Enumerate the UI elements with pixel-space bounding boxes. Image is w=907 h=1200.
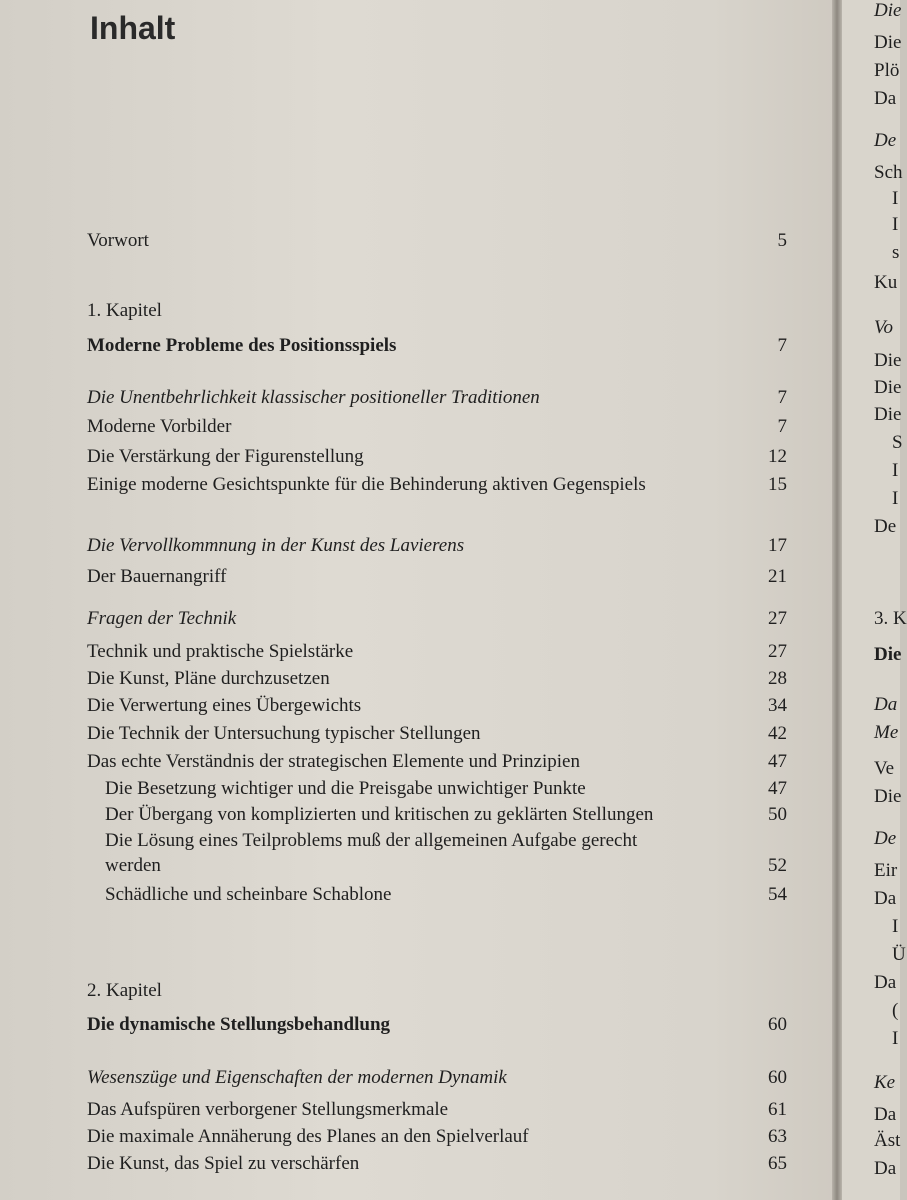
right-page-fragment: Plö	[874, 60, 900, 81]
toc-page: 28	[768, 668, 787, 689]
right-page-fragment: I	[892, 488, 899, 509]
toc-page: 61	[768, 1099, 787, 1120]
right-page-fragment: Sch	[874, 162, 903, 183]
toc-title: Die Unentbehrlichkeit klassischer positioneller Traditionen	[87, 387, 540, 408]
toc-page: 12	[768, 446, 787, 467]
right-page-fragment: s	[892, 242, 900, 263]
toc-title: Die Lösung eines Teilproblems muß der allgemeinen Aufgabe gerecht	[105, 830, 638, 851]
right-page-fragment: Vo	[874, 317, 893, 338]
right-page-fragment: I	[892, 1028, 899, 1049]
toc-title: Der Übergang von komplizierten und kritischen zu geklärten Stellungen	[105, 804, 654, 825]
right-page-fragment: Ve	[874, 758, 895, 779]
toc-page: 17	[768, 535, 787, 556]
right-page-fragment: Die	[874, 350, 902, 371]
toc-title: Das Aufspüren verborgener Stellungsmerkmale	[87, 1099, 449, 1120]
toc-title: Technik und praktische Spielstärke	[87, 641, 354, 662]
toc-page: 7	[777, 387, 787, 408]
toc-page: 34	[768, 695, 787, 716]
toc-page: 15	[768, 474, 787, 495]
right-page-fragment: Eir	[874, 860, 898, 881]
toc-title: Moderne Vorbilder	[87, 416, 232, 437]
right-page-fragment: I	[892, 188, 899, 209]
toc-page: 47	[768, 778, 787, 799]
toc-title: Die Vervollkommnung in der Kunst des Lavierens	[87, 535, 465, 556]
toc-title: Die Verstärkung der Figurenstellung	[87, 446, 364, 467]
right-page-fragment: Da	[874, 888, 897, 909]
right-page-edge	[842, 0, 907, 1200]
toc-title: Die Kunst, das Spiel zu verschärfen	[87, 1153, 360, 1174]
toc-page: 27	[768, 608, 787, 629]
right-page-fragment: Die	[874, 786, 902, 807]
right-page-fragment: Da	[874, 1104, 897, 1125]
toc-title: Vorwort	[87, 230, 149, 251]
right-page-fragment: I	[892, 916, 899, 937]
toc-title: Moderne Probleme des Positionsspiels	[87, 335, 397, 356]
right-page-fragment: Ku	[874, 272, 898, 293]
toc-page: 63	[768, 1126, 787, 1147]
right-page-fragment: Da	[874, 88, 897, 109]
right-page-fragment: Die	[874, 644, 902, 665]
toc-title: Die maximale Annäherung des Planes an den Spielverlauf	[87, 1126, 529, 1147]
toc-page: 65	[768, 1153, 787, 1174]
right-page-fragment: I	[892, 460, 899, 481]
right-page-fragment: Die	[874, 404, 902, 425]
right-page-fragment: De	[874, 516, 897, 537]
toc-title: Die Kunst, Pläne durchzusetzen	[87, 668, 330, 689]
toc-title: Das echte Verständnis der strategischen Elemente und Prinzipien	[87, 751, 580, 772]
toc-title: Die dynamische Stellungsbehandlung	[87, 1014, 391, 1035]
right-page-fragment: De	[874, 828, 897, 849]
toc-title: Die Besetzung wichtiger und die Preisgabe unwichtiger Punkte	[105, 778, 586, 799]
toc-title: 2. Kapitel	[87, 980, 162, 1001]
toc-page: 5	[777, 230, 787, 251]
right-page-fragment: Äst	[874, 1130, 901, 1151]
right-page-fragment: Me	[874, 722, 899, 743]
right-page-fragment: Da	[874, 972, 897, 993]
toc-page: 42	[768, 723, 787, 744]
toc-page: 50	[768, 804, 787, 825]
toc-title: 1. Kapitel	[87, 300, 162, 321]
toc-title: werden	[105, 855, 161, 876]
right-page-fragment: Die	[874, 0, 902, 21]
toc-title: Fragen der Technik	[87, 608, 237, 629]
page-heading: Inhalt	[90, 10, 176, 46]
right-page-fragment: Ü	[892, 944, 906, 965]
toc-title: Die Technik der Untersuchung typischer Stellungen	[87, 723, 481, 744]
right-page-fragment: Da	[874, 1158, 897, 1179]
right-page-fragment: Die	[874, 32, 902, 53]
toc-page: 60	[768, 1067, 787, 1088]
right-page-fragment: Die	[874, 377, 902, 398]
right-page-fragment: (	[892, 1000, 899, 1021]
right-page-fragment: I	[892, 214, 899, 235]
toc-page: 27	[768, 641, 787, 662]
toc-page: 47	[768, 751, 787, 772]
right-page-fragment: De	[874, 130, 897, 151]
toc-page: 7	[777, 335, 787, 356]
toc-page: 7	[777, 416, 787, 437]
toc-page: 21	[768, 566, 787, 587]
toc-page: 52	[768, 855, 787, 876]
toc-title: Der Bauernangriff	[87, 566, 227, 587]
toc-title: Schädliche und scheinbare Schablone	[105, 884, 392, 905]
toc-title: Wesenszüge und Eigenschaften der modernen Dynamik	[87, 1067, 507, 1088]
right-page-fragment: Da	[874, 694, 898, 715]
book-gutter	[832, 0, 842, 1200]
toc-title: Einige moderne Gesichtspunkte für die Behinderung aktiven Gegenspiels	[87, 474, 646, 495]
toc-page: 54	[768, 884, 787, 905]
toc-page: 60	[768, 1014, 787, 1035]
right-page-fragment: S	[892, 432, 903, 453]
right-page-fragment: Ke	[874, 1072, 896, 1093]
right-page-fragment: 3. K	[874, 608, 907, 629]
toc-title: Die Verwertung eines Übergewichts	[87, 695, 362, 716]
